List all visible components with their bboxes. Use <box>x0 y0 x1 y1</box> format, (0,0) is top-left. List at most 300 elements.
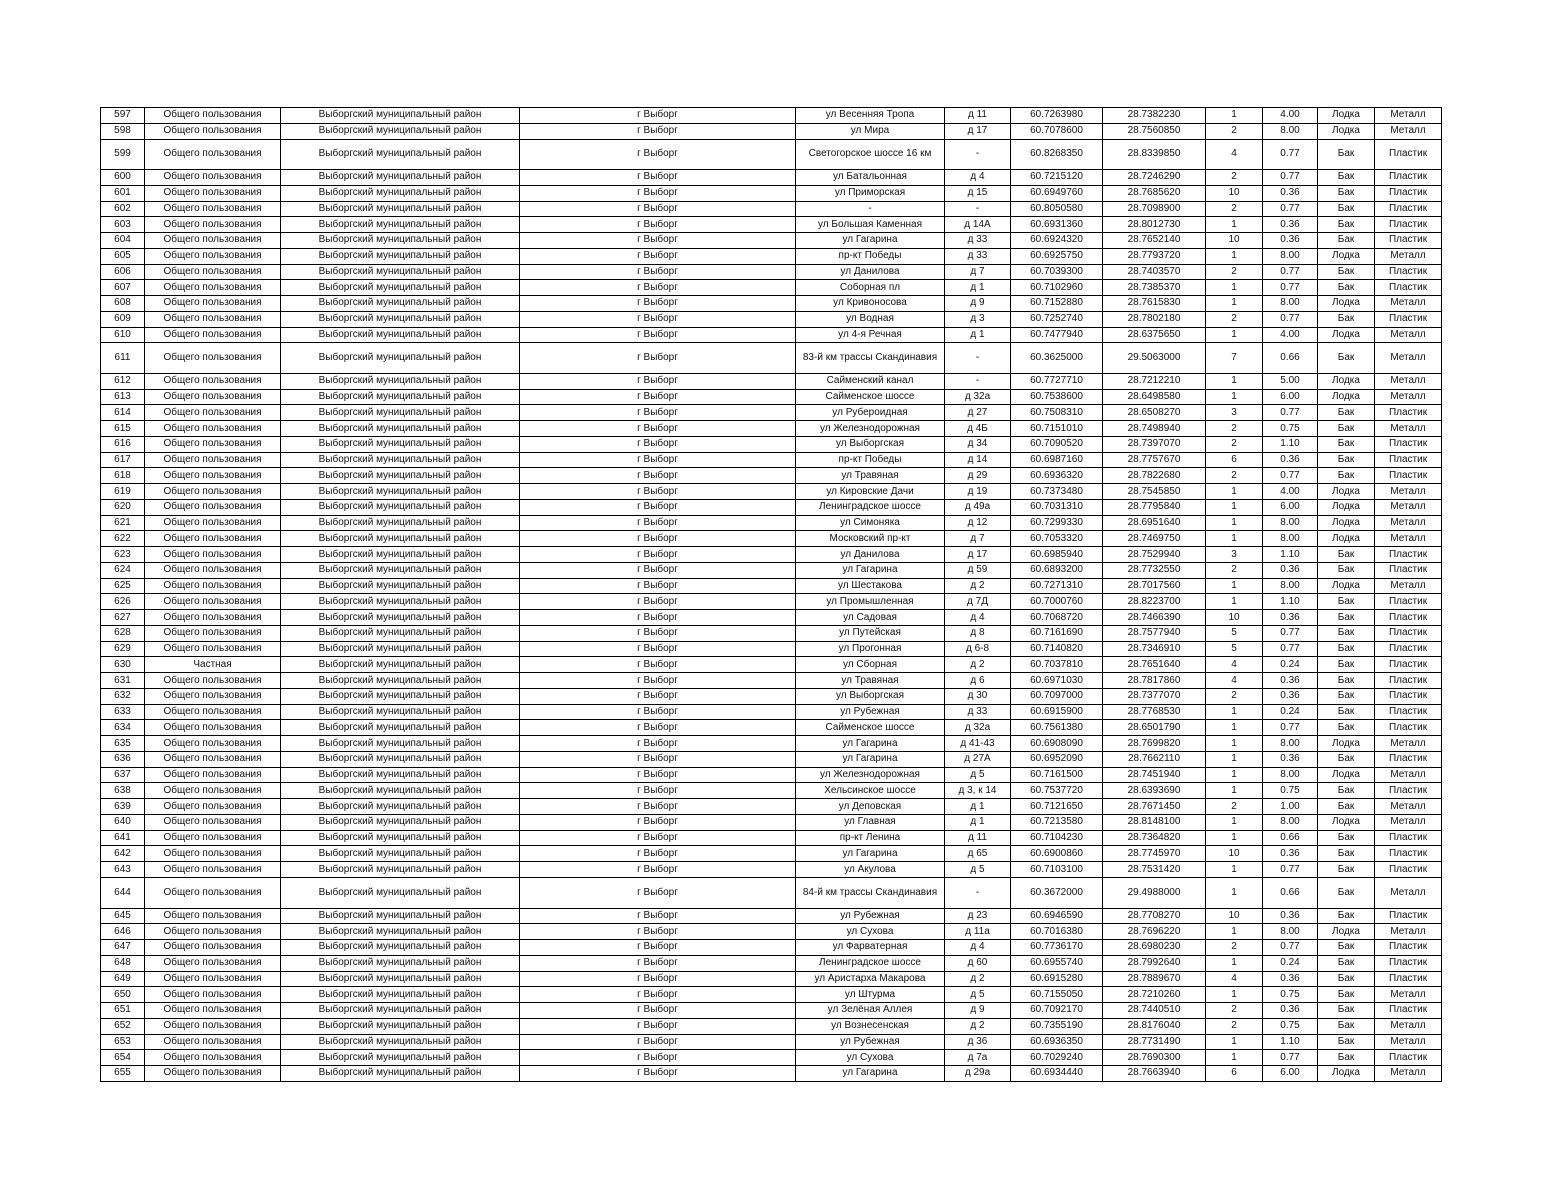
cell-district: Выборгский муниципальный район <box>281 264 520 280</box>
cell-container-count: 1 <box>1206 736 1263 752</box>
cell-container-count: 1 <box>1206 484 1263 500</box>
table-row <box>101 720 1442 736</box>
cell-ownership: Общего пользования <box>145 814 281 830</box>
cell-container-type: Бак <box>1318 185 1375 201</box>
cell-district: Выборгский муниципальный район <box>281 123 520 139</box>
cell-ownership: Общего пользования <box>145 688 281 704</box>
cell-material: Пластик <box>1375 233 1442 249</box>
cell-row-number: 635 <box>101 736 145 752</box>
cell-row-number: 629 <box>101 641 145 657</box>
cell-container-type: Бак <box>1318 201 1375 217</box>
cell-container-type: Бак <box>1318 641 1375 657</box>
cell-container-type: Бак <box>1318 830 1375 846</box>
cell-container-count: 2 <box>1206 123 1263 139</box>
cell-street: ул Водная <box>796 311 945 327</box>
cell-street: ул Главная <box>796 814 945 830</box>
cell-material: Пластик <box>1375 468 1442 484</box>
cell-settlement: г Выборг <box>520 767 796 783</box>
cell-longitude: 28.7377070 <box>1103 688 1206 704</box>
cell-row-number: 646 <box>101 924 145 940</box>
cell-district: Выборгский муниципальный район <box>281 217 520 233</box>
cell-house: д 4Б <box>945 421 1011 437</box>
cell-container-type: Бак <box>1318 799 1375 815</box>
cell-container-type: Лодка <box>1318 327 1375 343</box>
cell-ownership: Общего пользования <box>145 704 281 720</box>
cell-row-number: 630 <box>101 657 145 673</box>
cell-latitude: 60.7140820 <box>1011 641 1103 657</box>
cell-house: д 41-43 <box>945 736 1011 752</box>
cell-material: Пластик <box>1375 955 1442 971</box>
cell-container-count: 1 <box>1206 373 1263 389</box>
cell-longitude: 28.7246290 <box>1103 170 1206 186</box>
cell-row-number: 652 <box>101 1018 145 1034</box>
cell-settlement: г Выборг <box>520 123 796 139</box>
table-row <box>101 139 1442 170</box>
cell-container-count: 5 <box>1206 641 1263 657</box>
cell-ownership: Общего пользования <box>145 751 281 767</box>
cell-volume: 0.36 <box>1263 673 1318 689</box>
cell-house: д 1 <box>945 799 1011 815</box>
cell-ownership: Общего пользования <box>145 1034 281 1050</box>
cell-street: 84-й км трассы Скандинавия <box>796 877 945 908</box>
table-row <box>101 940 1442 956</box>
cell-district: Выборгский муниципальный район <box>281 389 520 405</box>
cell-container-type: Бак <box>1318 955 1375 971</box>
cell-container-count: 1 <box>1206 280 1263 296</box>
cell-ownership: Общего пользования <box>145 327 281 343</box>
cell-district: Выборгский муниципальный район <box>281 515 520 531</box>
cell-latitude: 60.7031310 <box>1011 499 1103 515</box>
cell-row-number: 609 <box>101 311 145 327</box>
cell-container-count: 10 <box>1206 846 1263 862</box>
cell-volume: 1.10 <box>1263 1034 1318 1050</box>
cell-row-number: 598 <box>101 123 145 139</box>
cell-settlement: г Выборг <box>520 971 796 987</box>
cell-house: д 6-8 <box>945 641 1011 657</box>
cell-street: Ленинградское шоссе <box>796 955 945 971</box>
table-row <box>101 327 1442 343</box>
cell-settlement: г Выборг <box>520 562 796 578</box>
cell-street: ул Гагарина <box>796 233 945 249</box>
cell-latitude: 60.6931360 <box>1011 217 1103 233</box>
cell-material: Пластик <box>1375 264 1442 280</box>
cell-volume: 0.77 <box>1263 264 1318 280</box>
cell-house: - <box>945 373 1011 389</box>
table-row <box>101 688 1442 704</box>
cell-row-number: 654 <box>101 1050 145 1066</box>
cell-longitude: 28.7385370 <box>1103 280 1206 296</box>
cell-street: Хельсинское шоссе <box>796 783 945 799</box>
cell-district: Выборгский муниципальный район <box>281 846 520 862</box>
cell-house: д 29а <box>945 1066 1011 1082</box>
cell-container-type: Бак <box>1318 1018 1375 1034</box>
cell-container-count: 4 <box>1206 139 1263 170</box>
cell-ownership: Общего пользования <box>145 594 281 610</box>
cell-container-count: 1 <box>1206 594 1263 610</box>
cell-longitude: 28.6498580 <box>1103 389 1206 405</box>
cell-latitude: 60.7155050 <box>1011 987 1103 1003</box>
cell-row-number: 619 <box>101 484 145 500</box>
cell-volume: 8.00 <box>1263 123 1318 139</box>
cell-material: Пластик <box>1375 846 1442 862</box>
cell-container-count: 2 <box>1206 1018 1263 1034</box>
cell-house: д 2 <box>945 971 1011 987</box>
cell-latitude: 60.7053320 <box>1011 531 1103 547</box>
cell-longitude: 28.7793720 <box>1103 248 1206 264</box>
cell-district: Выборгский муниципальный район <box>281 170 520 186</box>
cell-container-type: Бак <box>1318 1003 1375 1019</box>
cell-longitude: 28.7696220 <box>1103 924 1206 940</box>
cell-latitude: 60.7252740 <box>1011 311 1103 327</box>
cell-container-count: 1 <box>1206 248 1263 264</box>
cell-ownership: Общего пользования <box>145 673 281 689</box>
cell-ownership: Общего пользования <box>145 1050 281 1066</box>
cell-container-count: 2 <box>1206 799 1263 815</box>
cell-ownership: Общего пользования <box>145 170 281 186</box>
cell-row-number: 614 <box>101 405 145 421</box>
cell-container-type: Бак <box>1318 971 1375 987</box>
cell-latitude: 60.6949760 <box>1011 185 1103 201</box>
cell-ownership: Общего пользования <box>145 123 281 139</box>
cell-longitude: 28.7651640 <box>1103 657 1206 673</box>
cell-latitude: 60.6971030 <box>1011 673 1103 689</box>
cell-settlement: г Выборг <box>520 264 796 280</box>
cell-house: д 7 <box>945 264 1011 280</box>
cell-volume: 8.00 <box>1263 515 1318 531</box>
cell-longitude: 28.8223700 <box>1103 594 1206 610</box>
cell-longitude: 28.7466390 <box>1103 610 1206 626</box>
cell-street: ул Кировские Дачи <box>796 484 945 500</box>
cell-house: д 65 <box>945 846 1011 862</box>
cell-container-count: 1 <box>1206 814 1263 830</box>
cell-ownership: Общего пользования <box>145 736 281 752</box>
cell-material: Пластик <box>1375 280 1442 296</box>
cell-row-number: 648 <box>101 955 145 971</box>
table-row <box>101 484 1442 500</box>
cell-settlement: г Выборг <box>520 657 796 673</box>
cell-latitude: 60.8050580 <box>1011 201 1103 217</box>
cell-street: ул Травяная <box>796 468 945 484</box>
cell-container-type: Бак <box>1318 139 1375 170</box>
cell-house: - <box>945 877 1011 908</box>
cell-latitude: 60.6936320 <box>1011 468 1103 484</box>
cell-latitude: 60.6946590 <box>1011 908 1103 924</box>
cell-container-count: 1 <box>1206 531 1263 547</box>
cell-district: Выборгский муниципальный район <box>281 201 520 217</box>
cell-house: д 4 <box>945 940 1011 956</box>
cell-settlement: г Выборг <box>520 987 796 1003</box>
cell-container-count: 2 <box>1206 562 1263 578</box>
cell-container-count: 1 <box>1206 108 1263 124</box>
cell-settlement: г Выборг <box>520 704 796 720</box>
cell-settlement: г Выборг <box>520 185 796 201</box>
cell-latitude: 60.6985940 <box>1011 547 1103 563</box>
cell-row-number: 632 <box>101 688 145 704</box>
cell-house: д 5 <box>945 862 1011 878</box>
table-row <box>101 499 1442 515</box>
cell-row-number: 647 <box>101 940 145 956</box>
cell-latitude: 60.7039300 <box>1011 264 1103 280</box>
cell-longitude: 28.7210260 <box>1103 987 1206 1003</box>
cell-container-count: 2 <box>1206 311 1263 327</box>
cell-latitude: 60.3625000 <box>1011 343 1103 374</box>
cell-volume: 8.00 <box>1263 736 1318 752</box>
cell-container-type: Бак <box>1318 657 1375 673</box>
cell-settlement: г Выборг <box>520 1003 796 1019</box>
cell-container-count: 1 <box>1206 327 1263 343</box>
cell-ownership: Общего пользования <box>145 499 281 515</box>
cell-street: ул Рубежная <box>796 1034 945 1050</box>
cell-district: Выборгский муниципальный район <box>281 233 520 249</box>
cell-material: Пластик <box>1375 830 1442 846</box>
cell-ownership: Общего пользования <box>145 484 281 500</box>
cell-container-type: Лодка <box>1318 578 1375 594</box>
cell-longitude: 28.7529940 <box>1103 547 1206 563</box>
cell-settlement: г Выборг <box>520 610 796 626</box>
cell-longitude: 28.8148100 <box>1103 814 1206 830</box>
cell-district: Выборгский муниципальный район <box>281 1018 520 1034</box>
cell-settlement: г Выборг <box>520 736 796 752</box>
cell-house: д 11 <box>945 108 1011 124</box>
cell-container-type: Бак <box>1318 343 1375 374</box>
cell-row-number: 603 <box>101 217 145 233</box>
cell-material: Металл <box>1375 578 1442 594</box>
cell-settlement: г Выборг <box>520 908 796 924</box>
cell-settlement: г Выборг <box>520 862 796 878</box>
cell-settlement: г Выборг <box>520 139 796 170</box>
cell-container-type: Бак <box>1318 1050 1375 1066</box>
cell-latitude: 60.6900860 <box>1011 846 1103 862</box>
cell-district: Выборгский муниципальный район <box>281 468 520 484</box>
cell-container-type: Бак <box>1318 547 1375 563</box>
cell-longitude: 28.8339850 <box>1103 139 1206 170</box>
cell-volume: 0.36 <box>1263 846 1318 862</box>
cell-material: Металл <box>1375 736 1442 752</box>
cell-volume: 0.36 <box>1263 562 1318 578</box>
cell-latitude: 60.7152880 <box>1011 296 1103 312</box>
cell-street: ул Сухова <box>796 924 945 940</box>
table-row <box>101 515 1442 531</box>
cell-settlement: г Выборг <box>520 578 796 594</box>
table-row <box>101 862 1442 878</box>
cell-district: Выборгский муниципальный район <box>281 971 520 987</box>
cell-material: Металл <box>1375 814 1442 830</box>
cell-material: Металл <box>1375 108 1442 124</box>
cell-district: Выборгский муниципальный район <box>281 877 520 908</box>
table-row <box>101 578 1442 594</box>
cell-container-type: Лодка <box>1318 515 1375 531</box>
cell-row-number: 620 <box>101 499 145 515</box>
cell-longitude: 28.7615830 <box>1103 296 1206 312</box>
cell-volume: 0.77 <box>1263 940 1318 956</box>
cell-container-type: Бак <box>1318 783 1375 799</box>
cell-container-count: 3 <box>1206 547 1263 563</box>
cell-material: Пластик <box>1375 405 1442 421</box>
cell-longitude: 28.7663940 <box>1103 1066 1206 1082</box>
cell-settlement: г Выборг <box>520 1050 796 1066</box>
cell-ownership: Общего пользования <box>145 1003 281 1019</box>
cell-volume: 0.77 <box>1263 311 1318 327</box>
cell-container-count: 2 <box>1206 468 1263 484</box>
cell-settlement: г Выборг <box>520 814 796 830</box>
cell-latitude: 60.7037810 <box>1011 657 1103 673</box>
cell-container-type: Бак <box>1318 862 1375 878</box>
cell-latitude: 60.7078600 <box>1011 123 1103 139</box>
cell-house: д 7 <box>945 531 1011 547</box>
cell-volume: 0.77 <box>1263 201 1318 217</box>
cell-row-number: 623 <box>101 547 145 563</box>
cell-latitude: 60.7090520 <box>1011 436 1103 452</box>
cell-container-type: Лодка <box>1318 767 1375 783</box>
cell-material: Пластик <box>1375 547 1442 563</box>
cell-district: Выборгский муниципальный район <box>281 924 520 940</box>
cell-container-count: 1 <box>1206 499 1263 515</box>
cell-settlement: г Выборг <box>520 468 796 484</box>
cell-latitude: 60.6955740 <box>1011 955 1103 971</box>
cell-street: Ленинградское шоссе <box>796 499 945 515</box>
cell-house: д 34 <box>945 436 1011 452</box>
cell-latitude: 60.6934440 <box>1011 1066 1103 1082</box>
cell-latitude: 60.7092170 <box>1011 1003 1103 1019</box>
cell-settlement: г Выборг <box>520 924 796 940</box>
table-row <box>101 108 1442 124</box>
table-row <box>101 264 1442 280</box>
cell-volume: 8.00 <box>1263 814 1318 830</box>
cell-latitude: 60.7097000 <box>1011 688 1103 704</box>
cell-volume: 0.36 <box>1263 908 1318 924</box>
cell-row-number: 650 <box>101 987 145 1003</box>
cell-material: Пластик <box>1375 704 1442 720</box>
cell-settlement: г Выборг <box>520 421 796 437</box>
cell-street: ул Рубежная <box>796 908 945 924</box>
cell-volume: 0.24 <box>1263 955 1318 971</box>
cell-material: Металл <box>1375 248 1442 264</box>
cell-longitude: 28.7403570 <box>1103 264 1206 280</box>
cell-street: ул Гагарина <box>796 1066 945 1082</box>
cell-volume: 0.36 <box>1263 452 1318 468</box>
cell-house: д 33 <box>945 233 1011 249</box>
cell-ownership: Общего пользования <box>145 468 281 484</box>
cell-material: Пластик <box>1375 217 1442 233</box>
cell-longitude: 28.7451940 <box>1103 767 1206 783</box>
cell-district: Выборгский муниципальный район <box>281 955 520 971</box>
table-row <box>101 1034 1442 1050</box>
cell-settlement: г Выборг <box>520 201 796 217</box>
cell-house: д 2 <box>945 578 1011 594</box>
cell-volume: 1.10 <box>1263 594 1318 610</box>
cell-container-count: 1 <box>1206 751 1263 767</box>
cell-volume: 0.77 <box>1263 468 1318 484</box>
cell-volume: 0.77 <box>1263 280 1318 296</box>
cell-volume: 0.24 <box>1263 657 1318 673</box>
cell-row-number: 642 <box>101 846 145 862</box>
table-body <box>101 108 1442 1082</box>
cell-material: Пластик <box>1375 688 1442 704</box>
cell-container-count: 1 <box>1206 720 1263 736</box>
cell-volume: 4.00 <box>1263 484 1318 500</box>
cell-longitude: 28.7560850 <box>1103 123 1206 139</box>
cell-settlement: г Выборг <box>520 1018 796 1034</box>
cell-material: Пластик <box>1375 908 1442 924</box>
cell-street: ул Промышленная <box>796 594 945 610</box>
table-row <box>101 924 1442 940</box>
cell-material: Металл <box>1375 499 1442 515</box>
cell-volume: 8.00 <box>1263 578 1318 594</box>
cell-longitude: 28.7992640 <box>1103 955 1206 971</box>
cell-longitude: 28.6501790 <box>1103 720 1206 736</box>
cell-settlement: г Выборг <box>520 1034 796 1050</box>
cell-row-number: 599 <box>101 139 145 170</box>
cell-row-number: 639 <box>101 799 145 815</box>
cell-volume: 0.36 <box>1263 217 1318 233</box>
cell-district: Выборгский муниципальный район <box>281 1050 520 1066</box>
cell-material: Металл <box>1375 373 1442 389</box>
cell-street: ул Шестакова <box>796 578 945 594</box>
cell-row-number: 653 <box>101 1034 145 1050</box>
cell-container-type: Бак <box>1318 311 1375 327</box>
cell-latitude: 60.6915280 <box>1011 971 1103 987</box>
cell-district: Выборгский муниципальный район <box>281 248 520 264</box>
cell-district: Выборгский муниципальный район <box>281 343 520 374</box>
cell-longitude: 28.7822680 <box>1103 468 1206 484</box>
cell-settlement: г Выборг <box>520 484 796 500</box>
cell-house: д 3, к 14 <box>945 783 1011 799</box>
cell-volume: 0.75 <box>1263 987 1318 1003</box>
cell-longitude: 28.7440510 <box>1103 1003 1206 1019</box>
cell-street: ул Штурма <box>796 987 945 1003</box>
cell-container-count: 1 <box>1206 862 1263 878</box>
cell-street: ул Выборгская <box>796 688 945 704</box>
cell-house: д 33 <box>945 704 1011 720</box>
cell-district: Выборгский муниципальный район <box>281 673 520 689</box>
cell-container-count: 2 <box>1206 436 1263 452</box>
cell-container-count: 2 <box>1206 421 1263 437</box>
cell-container-type: Лодка <box>1318 499 1375 515</box>
table-row <box>101 1003 1442 1019</box>
cell-district: Выборгский муниципальный район <box>281 862 520 878</box>
cell-longitude: 28.7577940 <box>1103 625 1206 641</box>
cell-longitude: 28.7397070 <box>1103 436 1206 452</box>
cell-volume: 0.75 <box>1263 1018 1318 1034</box>
cell-latitude: 60.6987160 <box>1011 452 1103 468</box>
cell-container-type: Бак <box>1318 421 1375 437</box>
cell-district: Выборгский муниципальный район <box>281 547 520 563</box>
table-row <box>101 547 1442 563</box>
cell-material: Пластик <box>1375 657 1442 673</box>
cell-container-count: 1 <box>1206 955 1263 971</box>
cell-ownership: Общего пользования <box>145 343 281 374</box>
cell-volume: 0.36 <box>1263 688 1318 704</box>
cell-latitude: 60.6925750 <box>1011 248 1103 264</box>
cell-settlement: г Выборг <box>520 751 796 767</box>
cell-longitude: 28.8012730 <box>1103 217 1206 233</box>
cell-container-type: Бак <box>1318 264 1375 280</box>
cell-settlement: г Выборг <box>520 830 796 846</box>
cell-material: Пластик <box>1375 170 1442 186</box>
cell-house: д 14А <box>945 217 1011 233</box>
cell-container-count: 7 <box>1206 343 1263 374</box>
table-row <box>101 405 1442 421</box>
cell-row-number: 625 <box>101 578 145 594</box>
cell-container-type: Бак <box>1318 1034 1375 1050</box>
cell-row-number: 600 <box>101 170 145 186</box>
cell-material: Металл <box>1375 421 1442 437</box>
cell-container-count: 5 <box>1206 625 1263 641</box>
cell-street: Сайменское шоссе <box>796 389 945 405</box>
cell-house: д 8 <box>945 625 1011 641</box>
cell-latitude: 60.6915900 <box>1011 704 1103 720</box>
cell-volume: 5.00 <box>1263 373 1318 389</box>
